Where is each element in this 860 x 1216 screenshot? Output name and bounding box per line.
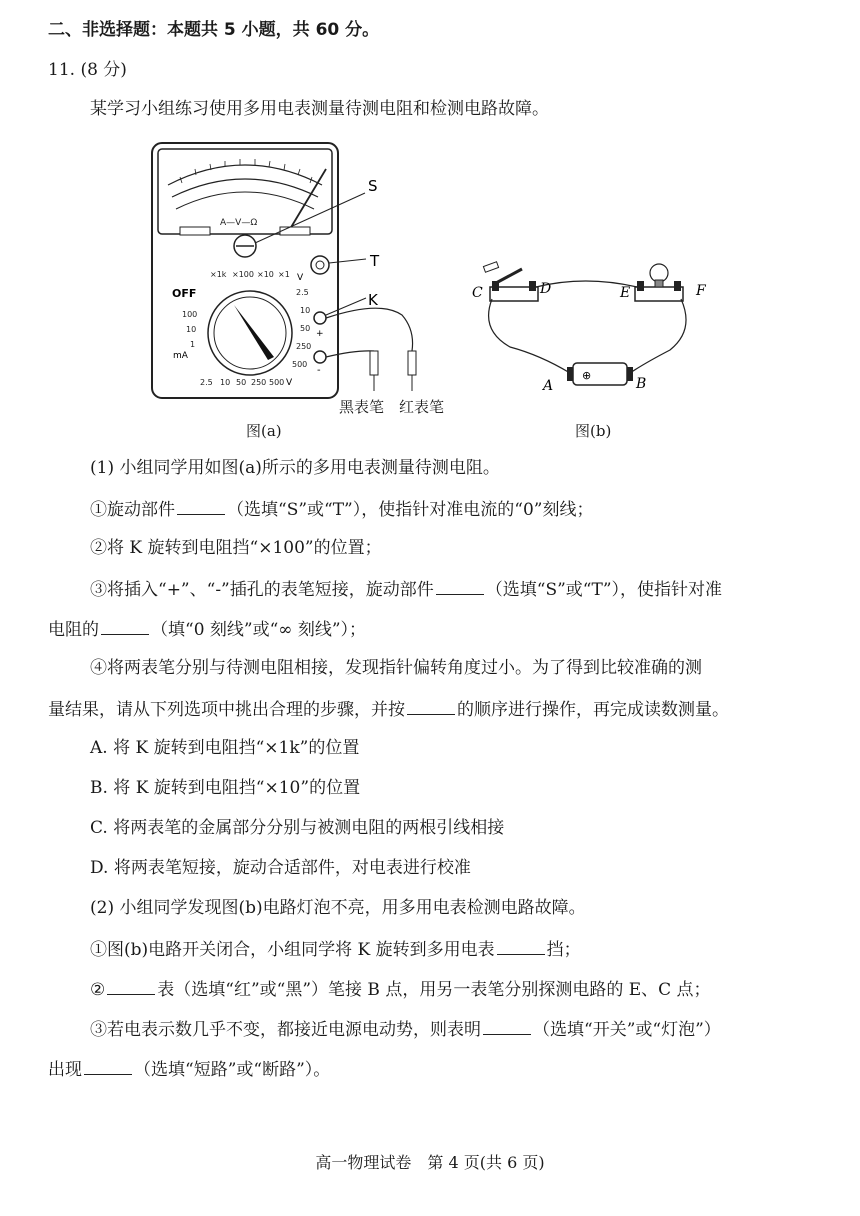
part1-step1-pre: ①旋动部件 <box>90 500 175 520</box>
figure-b-caption: 图(b) <box>575 422 612 440</box>
answer-blank[interactable] <box>407 696 455 715</box>
range-x1k: ×1k <box>210 270 227 279</box>
answer-blank[interactable] <box>84 1056 132 1075</box>
part1-step4-c: 的顺序进行操作，再完成读数测量。 <box>457 700 729 720</box>
answer-blank[interactable] <box>483 1016 531 1035</box>
label-d: D <box>540 281 552 297</box>
part1-step3-d: （填“0 刻线”或“∞ 刻线”）； <box>151 620 367 640</box>
part1-step3-b: （选填“S”或“T”），使指针对准 <box>485 580 723 600</box>
vb-250: 250 <box>251 378 267 387</box>
label-f: F <box>696 283 706 299</box>
option-c: C. 将两表笔的金属部分分别与被测电阻的两根引线相接 <box>90 818 505 838</box>
part2-step3-cont <box>48 1056 330 1082</box>
part2-step3-a: ③若电表示数几乎不变，都接近电源电动势，则表明 <box>90 1020 481 1040</box>
question-intro: 某学习小组练习使用多用电表测量待测电阻和检测电路故障。 <box>90 99 549 119</box>
figure-b-circuit <box>470 255 720 415</box>
vb-50: 50 <box>236 378 247 387</box>
figure-a-multimeter <box>140 135 470 415</box>
part1-step2: ②将 K 旋转到电阻挡“×100”的位置； <box>90 538 382 558</box>
part2-step1-post: 挡； <box>546 940 581 960</box>
answer-blank[interactable] <box>436 576 484 595</box>
part1-step4-cont <box>48 696 729 722</box>
range-x1: ×1 <box>278 270 290 279</box>
v-label-top: V <box>297 273 304 283</box>
vb-500: 500 <box>269 378 285 387</box>
answer-blank[interactable] <box>177 496 225 515</box>
part1-step1-post: （选填“S”或“T”），使指针对准电流的“0”刻线； <box>227 500 594 520</box>
part1-step3-a: ③将插入“+”、“-”插孔的表笔短接，旋动部件 <box>90 580 434 600</box>
ma-1: 1 <box>190 340 196 349</box>
label-s: S <box>368 177 378 195</box>
v-range-500: 500 <box>292 360 308 369</box>
part2-step1 <box>90 936 581 962</box>
option-a: A. 将 K 旋转到电阻挡“×1k”的位置 <box>90 738 360 758</box>
range-x100: ×100 <box>232 270 254 279</box>
answer-blank[interactable] <box>107 976 155 995</box>
section-heading: 二、非选择题：本题共 5 小题，共 60 分。 <box>48 20 380 40</box>
option-d: D. 将两表笔短接，旋动合适部件，对电表进行校准 <box>90 858 471 878</box>
label-k: K <box>368 291 378 309</box>
part2-step1-pre: ①图(b)电路开关闭合，小组同学将 K 旋转到多用电表 <box>90 940 495 960</box>
answer-blank[interactable] <box>101 616 149 635</box>
page-footer: 高一物理试卷 第 4 页(共 6 页) <box>315 1153 545 1172</box>
part1-title: (1) 小组同学用如图(a)所示的多用电表测量待测电阻。 <box>90 458 500 478</box>
v-label-bottom: V <box>286 378 293 388</box>
off-label: OFF <box>172 287 197 300</box>
red-probe-label: 红表笔 <box>399 398 445 416</box>
v-range-10: 10 <box>300 306 311 315</box>
minus-jack-label: - <box>317 365 321 376</box>
label-b: B <box>636 376 647 392</box>
part2-title: (2) 小组同学发现图(b)电路灯泡不亮，用多用电表检测电路故障。 <box>90 898 586 918</box>
battery-sign: ⊕ <box>582 369 592 382</box>
range-x10: ×10 <box>257 270 274 279</box>
question-number: 11. (8 分) <box>48 60 127 80</box>
part1-step3-c: 电阻的 <box>48 620 99 640</box>
v-range-250: 250 <box>296 342 312 351</box>
part2-step3-d: （选填“短路”或“断路”）。 <box>134 1060 331 1080</box>
figure-a-caption: 图(a) <box>246 422 282 440</box>
plus-jack-label: + <box>316 329 324 339</box>
avo-label: A—V—Ω <box>220 218 258 228</box>
black-probe-label: 黑表笔 <box>339 398 385 416</box>
vb-10: 10 <box>220 378 231 387</box>
ma-10: 10 <box>186 325 197 334</box>
part1-step4: ④将两表笔分别与待测电阻相接，发现指针偏转角度过小。为了得到比较准确的测 <box>90 658 702 678</box>
label-t: T <box>370 252 380 270</box>
part1-step1 <box>90 496 593 522</box>
part2-step3-b: （选填“开关”或“灯泡”） <box>533 1020 721 1040</box>
ma-100: 100 <box>182 310 198 319</box>
part2-step3 <box>90 1016 721 1042</box>
part2-step2-post: 表（选填“红”或“黑”）笔接 B 点，用另一表笔分别探测电路的 E、C 点； <box>157 980 711 1000</box>
part1-step3-cont <box>48 616 366 642</box>
answer-blank[interactable] <box>497 936 545 955</box>
label-e: E <box>620 285 631 301</box>
part2-step2-pre: ② <box>90 980 106 1000</box>
label-a: A <box>543 378 554 394</box>
ma-label: mA <box>173 351 188 361</box>
part2-step2 <box>90 976 711 1002</box>
option-b: B. 将 K 旋转到电阻挡“×10”的位置 <box>90 778 361 798</box>
part2-step3-c: 出现 <box>48 1060 82 1080</box>
v-range-2-5: 2.5 <box>296 288 309 297</box>
label-c: C <box>472 285 483 301</box>
vb-2-5: 2.5 <box>200 378 213 387</box>
v-range-50: 50 <box>300 324 311 333</box>
part1-step3 <box>90 576 722 602</box>
part1-step4-b: 量结果，请从下列选项中挑出合理的步骤，并按 <box>48 700 405 720</box>
